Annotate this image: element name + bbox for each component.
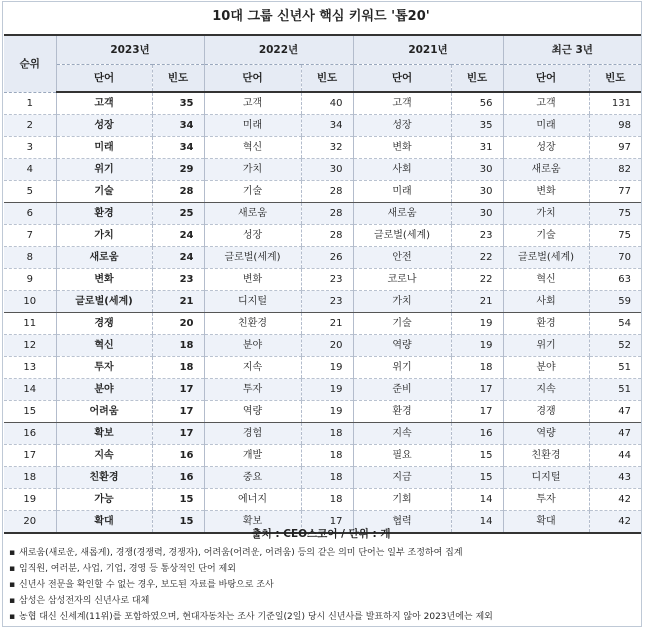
bullet-icon: ▪ <box>9 548 16 558</box>
freq-cell: 21 <box>301 313 353 335</box>
freq-cell: 30 <box>451 159 503 181</box>
freq-cell: 18 <box>301 423 353 445</box>
word-cell: 중요 <box>204 467 301 489</box>
word-cell: 준비 <box>353 379 451 401</box>
word-cell: 안전 <box>353 247 451 269</box>
word-cell: 위기 <box>353 357 451 379</box>
word-cell: 경험 <box>204 423 301 445</box>
table-row <box>4 225 641 247</box>
word-cell: 어려움 <box>56 401 152 423</box>
footnote-text: 삼성은 삼성전자의 신년사로 대체 <box>19 596 150 606</box>
word-cell: 성장 <box>353 115 451 137</box>
table-row <box>4 269 641 291</box>
word-cell: 협력 <box>353 511 451 534</box>
freq-cell: 26 <box>301 247 353 269</box>
footnote-item <box>9 577 637 593</box>
word-cell: 환경 <box>353 401 451 423</box>
word-cell: 환경 <box>56 203 152 225</box>
freq-cell: 17 <box>451 401 503 423</box>
word-cell: 글로벌(세계) <box>56 291 152 313</box>
rank-cell: 19 <box>4 489 56 511</box>
word-cell: 가치 <box>56 225 152 247</box>
freq-cell: 16 <box>451 423 503 445</box>
word-cell: 친환경 <box>204 313 301 335</box>
word-cell: 지속 <box>204 357 301 379</box>
word-cell: 새로움 <box>353 203 451 225</box>
freq-cell: 19 <box>301 379 353 401</box>
freq-cell: 18 <box>301 489 353 511</box>
footnote-text: 임직원, 여러분, 사업, 기업, 경영 등 통상적인 단어 제외 <box>19 564 236 574</box>
freq-cell: 20 <box>152 313 204 335</box>
word-cell: 가치 <box>503 203 589 225</box>
table-row <box>4 467 641 489</box>
word-cell: 고객 <box>56 92 152 115</box>
freq-cell: 18 <box>301 445 353 467</box>
word-cell: 가치 <box>353 291 451 313</box>
table-frame <box>2 1 642 627</box>
table-row <box>4 137 641 159</box>
word-cell: 혁신 <box>204 137 301 159</box>
word-cell: 고객 <box>503 92 589 115</box>
rank-cell: 14 <box>4 379 56 401</box>
freq-cell: 40 <box>301 92 353 115</box>
freq-cell: 52 <box>589 335 641 357</box>
word-cell: 미래 <box>204 115 301 137</box>
word-cell: 지금 <box>353 467 451 489</box>
table-body <box>4 92 641 533</box>
table-row <box>4 247 641 269</box>
freq-cell: 47 <box>589 423 641 445</box>
freq-cell: 22 <box>451 269 503 291</box>
bullet-icon: ▪ <box>9 596 16 606</box>
freq-cell: 75 <box>589 225 641 247</box>
freq-cell: 35 <box>451 115 503 137</box>
freq-cell: 47 <box>589 401 641 423</box>
word-header: 단어 <box>204 65 301 93</box>
word-cell: 새로움 <box>204 203 301 225</box>
word-cell: 기술 <box>353 313 451 335</box>
freq-cell: 19 <box>301 401 353 423</box>
freq-cell: 51 <box>589 357 641 379</box>
table-row <box>4 159 641 181</box>
word-cell: 변화 <box>204 269 301 291</box>
group-header-2022: 2022년 <box>204 35 353 65</box>
bullet-icon: ▪ <box>9 580 16 590</box>
freq-header: 빈도 <box>451 65 503 93</box>
freq-cell: 22 <box>451 247 503 269</box>
freq-cell: 16 <box>152 467 204 489</box>
rank-cell: 7 <box>4 225 56 247</box>
word-cell: 확보 <box>56 423 152 445</box>
footnote-text: 신년사 전문을 확인할 수 없는 경우, 보도된 자료를 바탕으로 조사 <box>19 580 274 590</box>
word-cell: 혁신 <box>503 269 589 291</box>
word-cell: 고객 <box>204 92 301 115</box>
word-cell: 경쟁 <box>56 313 152 335</box>
word-cell: 새로움 <box>56 247 152 269</box>
word-cell: 성장 <box>204 225 301 247</box>
word-cell: 성장 <box>56 115 152 137</box>
word-cell: 변화 <box>503 181 589 203</box>
rank-cell: 10 <box>4 291 56 313</box>
freq-cell: 17 <box>451 379 503 401</box>
word-cell: 친환경 <box>503 445 589 467</box>
rank-cell: 9 <box>4 269 56 291</box>
word-cell: 분야 <box>503 357 589 379</box>
word-cell: 기술 <box>503 225 589 247</box>
rank-cell: 11 <box>4 313 56 335</box>
rank-header: 순위 <box>4 35 56 92</box>
word-cell: 역량 <box>503 423 589 445</box>
freq-cell: 24 <box>152 225 204 247</box>
word-cell: 분야 <box>204 335 301 357</box>
table-row <box>4 335 641 357</box>
source-line: 출처 : CEO스코어 / 단위 : 개 <box>251 528 391 540</box>
word-cell: 투자 <box>503 489 589 511</box>
freq-cell: 23 <box>301 269 353 291</box>
word-cell: 필요 <box>353 445 451 467</box>
rank-cell: 8 <box>4 247 56 269</box>
word-cell: 가치 <box>204 159 301 181</box>
freq-cell: 42 <box>589 489 641 511</box>
word-cell: 지속 <box>56 445 152 467</box>
freq-cell: 35 <box>152 92 204 115</box>
freq-cell: 34 <box>152 115 204 137</box>
freq-cell: 82 <box>589 159 641 181</box>
word-cell: 기회 <box>353 489 451 511</box>
footnote-text: 새로움(새로운, 새롭게), 경쟁(경쟁력, 경쟁자), 어려움(어려운, 어려움) 등의 같은 의미 단어는 일부 조정하여 집계 <box>19 548 463 558</box>
freq-cell: 15 <box>152 489 204 511</box>
rank-cell: 15 <box>4 401 56 423</box>
freq-cell: 32 <box>301 137 353 159</box>
word-cell: 역량 <box>353 335 451 357</box>
freq-cell: 54 <box>589 313 641 335</box>
freq-cell: 56 <box>451 92 503 115</box>
freq-cell: 25 <box>152 203 204 225</box>
freq-cell: 70 <box>589 247 641 269</box>
freq-cell: 17 <box>152 423 204 445</box>
freq-header: 빈도 <box>589 65 641 93</box>
table-row <box>4 203 641 225</box>
table-row <box>4 357 641 379</box>
word-cell: 위기 <box>503 335 589 357</box>
rank-cell: 13 <box>4 357 56 379</box>
rank-cell: 1 <box>4 92 56 115</box>
freq-cell: 30 <box>451 181 503 203</box>
footnote-text: 농협 대신 신세계(11위)를 포함하였으며, 현대자동차는 조사 기준일(2일) 당시 신년사를 발표하지 않아 2023년에는 제외 <box>19 612 493 622</box>
freq-cell: 17 <box>152 379 204 401</box>
word-cell: 지속 <box>353 423 451 445</box>
word-header: 단어 <box>503 65 589 93</box>
word-cell: 가능 <box>56 489 152 511</box>
word-cell: 코로나 <box>353 269 451 291</box>
freq-cell: 97 <box>589 137 641 159</box>
word-cell: 혁신 <box>56 335 152 357</box>
freq-cell: 34 <box>152 137 204 159</box>
freq-cell: 19 <box>301 357 353 379</box>
freq-cell: 21 <box>152 291 204 313</box>
freq-cell: 44 <box>589 445 641 467</box>
word-cell: 에너지 <box>204 489 301 511</box>
word-cell: 투자 <box>56 357 152 379</box>
freq-cell: 23 <box>451 225 503 247</box>
rank-cell: 3 <box>4 137 56 159</box>
freq-cell: 23 <box>152 269 204 291</box>
freq-cell: 63 <box>589 269 641 291</box>
freq-cell: 18 <box>451 357 503 379</box>
group-header-2023: 2023년 <box>56 35 204 65</box>
footnote-item <box>9 609 637 625</box>
rank-cell: 18 <box>4 467 56 489</box>
freq-cell: 21 <box>451 291 503 313</box>
word-cell: 개발 <box>204 445 301 467</box>
footnotes <box>9 545 637 625</box>
word-cell: 변화 <box>56 269 152 291</box>
freq-cell: 28 <box>152 181 204 203</box>
freq-cell: 42 <box>589 511 641 534</box>
footnote-item <box>9 561 637 577</box>
rank-cell: 16 <box>4 423 56 445</box>
bullet-icon: ▪ <box>9 564 16 574</box>
freq-cell: 17 <box>152 401 204 423</box>
freq-header: 빈도 <box>152 65 204 93</box>
rank-cell: 12 <box>4 335 56 357</box>
word-cell: 성장 <box>503 137 589 159</box>
freq-cell: 28 <box>301 225 353 247</box>
word-cell: 기술 <box>56 181 152 203</box>
table-row <box>4 291 641 313</box>
freq-cell: 51 <box>589 379 641 401</box>
freq-cell: 20 <box>301 335 353 357</box>
freq-cell: 16 <box>152 445 204 467</box>
word-cell: 환경 <box>503 313 589 335</box>
freq-header: 빈도 <box>301 65 353 93</box>
freq-cell: 15 <box>451 467 503 489</box>
word-cell: 사회 <box>353 159 451 181</box>
word-cell: 위기 <box>56 159 152 181</box>
freq-cell: 23 <box>301 291 353 313</box>
table-row <box>4 115 641 137</box>
freq-cell: 18 <box>301 467 353 489</box>
freq-cell: 19 <box>451 313 503 335</box>
freq-cell: 98 <box>589 115 641 137</box>
freq-cell: 15 <box>152 511 204 534</box>
word-cell: 미래 <box>353 181 451 203</box>
bullet-icon: ▪ <box>9 612 16 622</box>
word-cell: 친환경 <box>56 467 152 489</box>
freq-cell: 29 <box>152 159 204 181</box>
freq-cell: 131 <box>589 92 641 115</box>
rank-cell: 17 <box>4 445 56 467</box>
word-cell: 디지털 <box>204 291 301 313</box>
group-header-recent-3y: 최근 3년 <box>503 35 641 65</box>
freq-cell: 14 <box>451 511 503 534</box>
freq-cell: 75 <box>589 203 641 225</box>
rank-cell: 4 <box>4 159 56 181</box>
word-cell: 글로벌(세계) <box>353 225 451 247</box>
word-cell: 사회 <box>503 291 589 313</box>
freq-cell: 34 <box>301 115 353 137</box>
table-row <box>4 181 641 203</box>
word-cell: 분야 <box>56 379 152 401</box>
word-cell: 역량 <box>204 401 301 423</box>
table-row <box>4 489 641 511</box>
word-cell: 확보 <box>204 511 301 534</box>
word-cell: 확대 <box>56 511 152 534</box>
word-cell: 변화 <box>353 137 451 159</box>
freq-cell: 18 <box>152 357 204 379</box>
page-title: 10대 그룹 신년사 핵심 키워드 '톱20' <box>212 9 430 24</box>
rank-cell: 20 <box>4 511 56 534</box>
word-cell: 고객 <box>353 92 451 115</box>
table-row <box>4 401 641 423</box>
footnote-item <box>9 593 637 609</box>
rank-cell: 2 <box>4 115 56 137</box>
freq-cell: 28 <box>301 181 353 203</box>
table-row <box>4 379 641 401</box>
footnote-item <box>9 545 637 561</box>
freq-cell: 15 <box>451 445 503 467</box>
freq-cell: 43 <box>589 467 641 489</box>
freq-cell: 24 <box>152 247 204 269</box>
word-header: 단어 <box>56 65 152 93</box>
table-row <box>4 445 641 467</box>
word-cell: 투자 <box>204 379 301 401</box>
word-cell: 글로벌(세계) <box>204 247 301 269</box>
freq-cell: 30 <box>451 203 503 225</box>
freq-cell: 17 <box>301 511 353 534</box>
freq-cell: 14 <box>451 489 503 511</box>
freq-cell: 77 <box>589 181 641 203</box>
freq-cell: 28 <box>301 203 353 225</box>
word-cell: 미래 <box>56 137 152 159</box>
freq-cell: 30 <box>301 159 353 181</box>
word-cell: 지속 <box>503 379 589 401</box>
rank-cell: 5 <box>4 181 56 203</box>
table-row <box>4 313 641 335</box>
freq-cell: 31 <box>451 137 503 159</box>
group-header-2021: 2021년 <box>353 35 503 65</box>
freq-cell: 18 <box>152 335 204 357</box>
word-cell: 새로움 <box>503 159 589 181</box>
keyword-table <box>4 34 641 534</box>
freq-cell: 59 <box>589 291 641 313</box>
word-cell: 기술 <box>204 181 301 203</box>
word-header: 단어 <box>353 65 451 93</box>
word-cell: 글로벌(세계) <box>503 247 589 269</box>
rank-cell: 6 <box>4 203 56 225</box>
word-cell: 미래 <box>503 115 589 137</box>
word-cell: 디지털 <box>503 467 589 489</box>
freq-cell: 19 <box>451 335 503 357</box>
word-cell: 확대 <box>503 511 589 534</box>
word-cell: 경쟁 <box>503 401 589 423</box>
table-row <box>4 92 641 115</box>
table-row <box>4 423 641 445</box>
